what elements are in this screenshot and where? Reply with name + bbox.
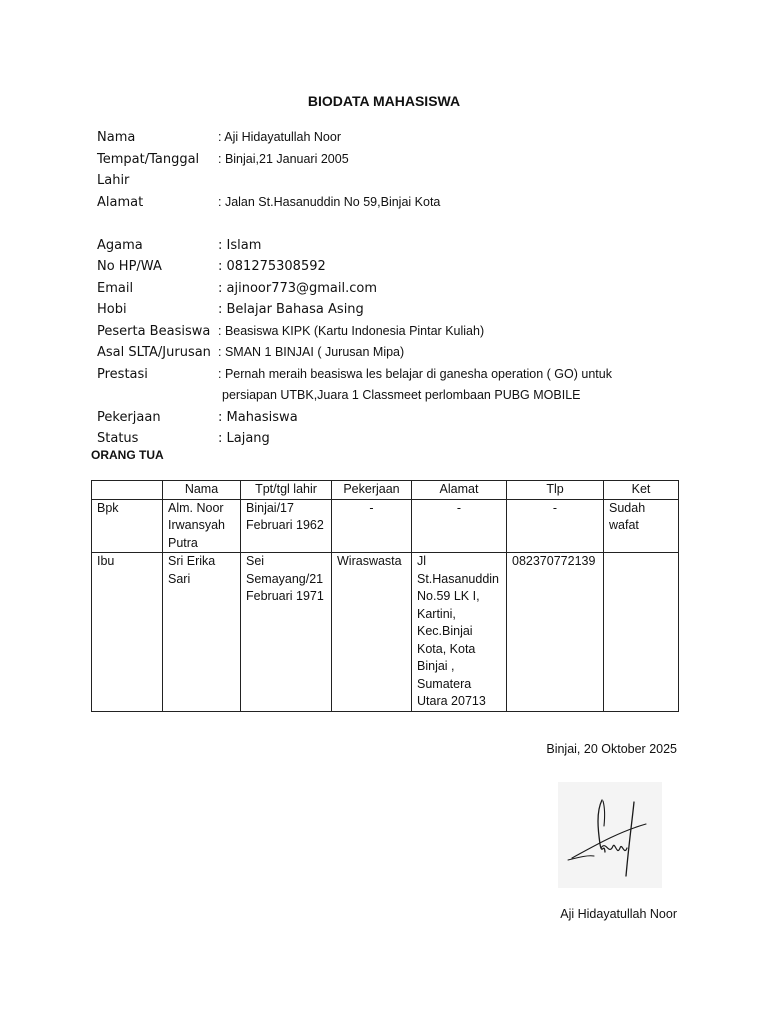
biodata-label: Alamat (97, 194, 144, 210)
table-cell: Binjai/17 Februari 1962 (241, 499, 332, 553)
column-header: Alamat (412, 481, 507, 500)
table-cell: Sei Semayang/21 Februari 1971 (241, 553, 332, 712)
place-date: Binjai, 20 Oktober 2025 (546, 742, 677, 756)
biodata-value: : 081275308592 (218, 259, 326, 274)
biodata-row-beasiswa (97, 321, 638, 343)
biodata-row-alamat (97, 192, 638, 214)
signature-image (558, 782, 662, 888)
biodata-row-hobi (97, 299, 638, 321)
column-header: Pekerjaan (332, 481, 412, 500)
biodata-row-nama (97, 127, 638, 149)
biodata-row-tempat-tanggal (97, 149, 638, 171)
biodata-value: : Beasiswa KIPK (Kartu Indonesia Pintar Kuliah) (218, 323, 485, 338)
biodata-row-hp (97, 256, 638, 278)
page-title: BIODATA MAHASISWA (307, 93, 461, 109)
biodata-label: Prestasi (97, 366, 148, 382)
biodata-row-prestasi (97, 364, 638, 407)
table-cell: - (332, 499, 412, 553)
biodata-value: : SMAN 1 BINJAI ( Jurusan Mipa) (218, 345, 405, 359)
biodata-label: Nama (97, 130, 136, 145)
table-cell: Bpk (92, 499, 163, 553)
biodata-value: : Islam (218, 237, 262, 253)
biodata-label: Email (97, 280, 134, 296)
table-cell: Jl St.Hasanuddin No.59 LK I, Kartini, Kec.Binjai Kota, Kota Binjai , Sumatera Utara 20713 (412, 553, 507, 712)
table-cell: Wiraswasta (332, 553, 412, 712)
biodata-label: Status (97, 431, 139, 446)
biodata-row-lahir (97, 170, 638, 192)
biodata-value-continued: persiapan UTBK,Juara 1 Classmeet perlombaan PUBG MOBILE (222, 388, 581, 402)
signer-name: Aji Hidayatullah Noor (560, 907, 677, 921)
table-cell: Sudah wafat (604, 499, 679, 553)
column-header: Tlp (507, 481, 604, 500)
table-row (92, 553, 679, 712)
table-cell: 082370772139 (507, 553, 604, 712)
biodata-value (218, 170, 638, 192)
biodata-label: Lahir (97, 173, 130, 188)
table-cell: Alm. Noor Irwansyah Putra (163, 499, 241, 553)
column-header: Nama (163, 481, 241, 500)
biodata-value: : Lajang (218, 431, 270, 446)
biodata-label: No HP/WA (97, 259, 162, 274)
biodata-spacer (97, 213, 638, 235)
biodata-row-status (97, 428, 638, 450)
biodata-label: Tempat/Tanggal (97, 151, 200, 167)
table-cell: Ibu (92, 553, 163, 712)
biodata-value: : Jalan St.Hasanuddin No 59,Binjai Kota (218, 194, 441, 209)
table-cell: Sri Erika Sari (163, 553, 241, 712)
biodata-label: Asal SLTA/Jurusan (97, 345, 211, 360)
biodata-row-slta (97, 342, 638, 364)
column-header: Tpt/tgl lahir (241, 481, 332, 500)
biodata-value: : Aji Hidayatullah Noor (218, 130, 341, 144)
biodata-value: : Binjai,21 Januari 2005 (218, 151, 349, 166)
biodata-row-email (97, 278, 638, 300)
biodata-row-pekerjaan (97, 407, 638, 429)
table-cell: - (412, 499, 507, 553)
biodata-list (97, 127, 638, 450)
column-header: Ket (604, 481, 679, 500)
table-row (92, 499, 679, 553)
biodata-label: Hobi (97, 302, 127, 317)
table-cell: - (507, 499, 604, 553)
biodata-value: : Mahasiswa (218, 409, 298, 425)
table-header-row (92, 481, 679, 500)
biodata-value: : Belajar Bahasa Asing (218, 302, 364, 317)
parents-table (91, 480, 679, 712)
biodata-row-agama (97, 235, 638, 257)
biodata-value: : ajinoor773@gmail.com (218, 280, 378, 296)
table-cell (604, 553, 679, 712)
biodata-value-group (218, 364, 638, 407)
column-header (92, 481, 163, 500)
biodata-label: Peserta Beasiswa (97, 323, 211, 339)
biodata-label: Pekerjaan (97, 409, 161, 425)
section-heading-orang-tua: ORANG TUA (91, 448, 164, 462)
biodata-value: : Pernah meraih beasiswa les belajar di ganesha operation ( GO) untuk (218, 366, 612, 381)
biodata-label: Agama (97, 237, 143, 253)
